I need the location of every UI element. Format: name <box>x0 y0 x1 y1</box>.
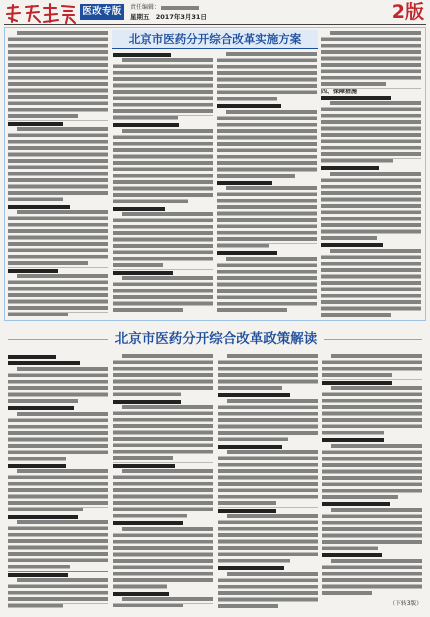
weekday: 星期五 <box>130 13 150 21</box>
text-paragraph <box>113 129 213 206</box>
editor-line <box>130 4 199 12</box>
article-1-column-1 <box>8 31 108 319</box>
text-paragraph <box>322 444 422 502</box>
text-paragraph <box>8 31 108 121</box>
text-paragraph <box>218 572 318 610</box>
text-paragraph <box>217 52 317 103</box>
text-paragraph <box>322 354 422 380</box>
article-2-column-1 <box>8 354 108 610</box>
text-paragraph <box>113 597 213 610</box>
text-paragraph <box>8 469 108 514</box>
masthead-logo <box>4 2 78 24</box>
text-paragraph <box>218 514 318 565</box>
text-paragraph <box>321 31 421 89</box>
title-rule-right <box>324 339 422 340</box>
page-number: 2版 <box>391 1 424 23</box>
text-paragraph <box>8 578 108 610</box>
text-paragraph <box>8 412 108 463</box>
text-paragraph <box>321 172 421 242</box>
text-paragraph <box>218 450 318 508</box>
article-1-column-4 <box>321 31 421 319</box>
text-paragraph <box>8 127 108 204</box>
text-paragraph <box>217 257 317 315</box>
text-paragraph <box>113 212 213 270</box>
article-2-column-2 <box>113 354 213 610</box>
article-2-title: 北京市医药分开综合改革政策解读 <box>114 331 318 347</box>
text-paragraph <box>218 354 318 392</box>
text-paragraph <box>113 405 213 463</box>
date-line <box>130 13 207 22</box>
issue-date: 2017年3月31日 <box>155 13 207 21</box>
text-paragraph <box>113 58 213 122</box>
text-paragraph <box>321 249 421 319</box>
text-paragraph <box>322 386 422 437</box>
text-paragraph <box>322 508 422 553</box>
text-paragraph <box>218 399 318 444</box>
text-paragraph <box>8 520 108 571</box>
text-paragraph <box>113 469 213 520</box>
text-paragraph <box>217 110 317 180</box>
text-paragraph <box>322 559 422 597</box>
text-paragraph <box>113 527 213 591</box>
editor-names <box>161 6 199 10</box>
editor-label: 责任编辑： <box>130 4 161 11</box>
text-paragraph <box>217 186 317 250</box>
section-heading: 四、保障措施 <box>321 88 358 95</box>
article-2-column-4 <box>322 354 422 597</box>
article-1-column-2 <box>113 52 213 314</box>
text-paragraph <box>321 101 421 165</box>
text-paragraph <box>113 354 213 399</box>
text-paragraph <box>8 367 108 405</box>
article-1-column-3 <box>217 52 317 314</box>
text-paragraph <box>8 210 108 268</box>
section-label: 医改专版 <box>80 4 124 20</box>
text-paragraph <box>8 274 108 319</box>
article-2-column-3 <box>218 354 318 610</box>
article-1-title: 北京市医药分开综合改革实施方案 <box>112 30 318 49</box>
header-rule <box>4 24 426 25</box>
continuation-note: （下转3版） <box>389 601 422 607</box>
title-rule-left <box>8 339 108 340</box>
text-paragraph <box>113 276 213 314</box>
